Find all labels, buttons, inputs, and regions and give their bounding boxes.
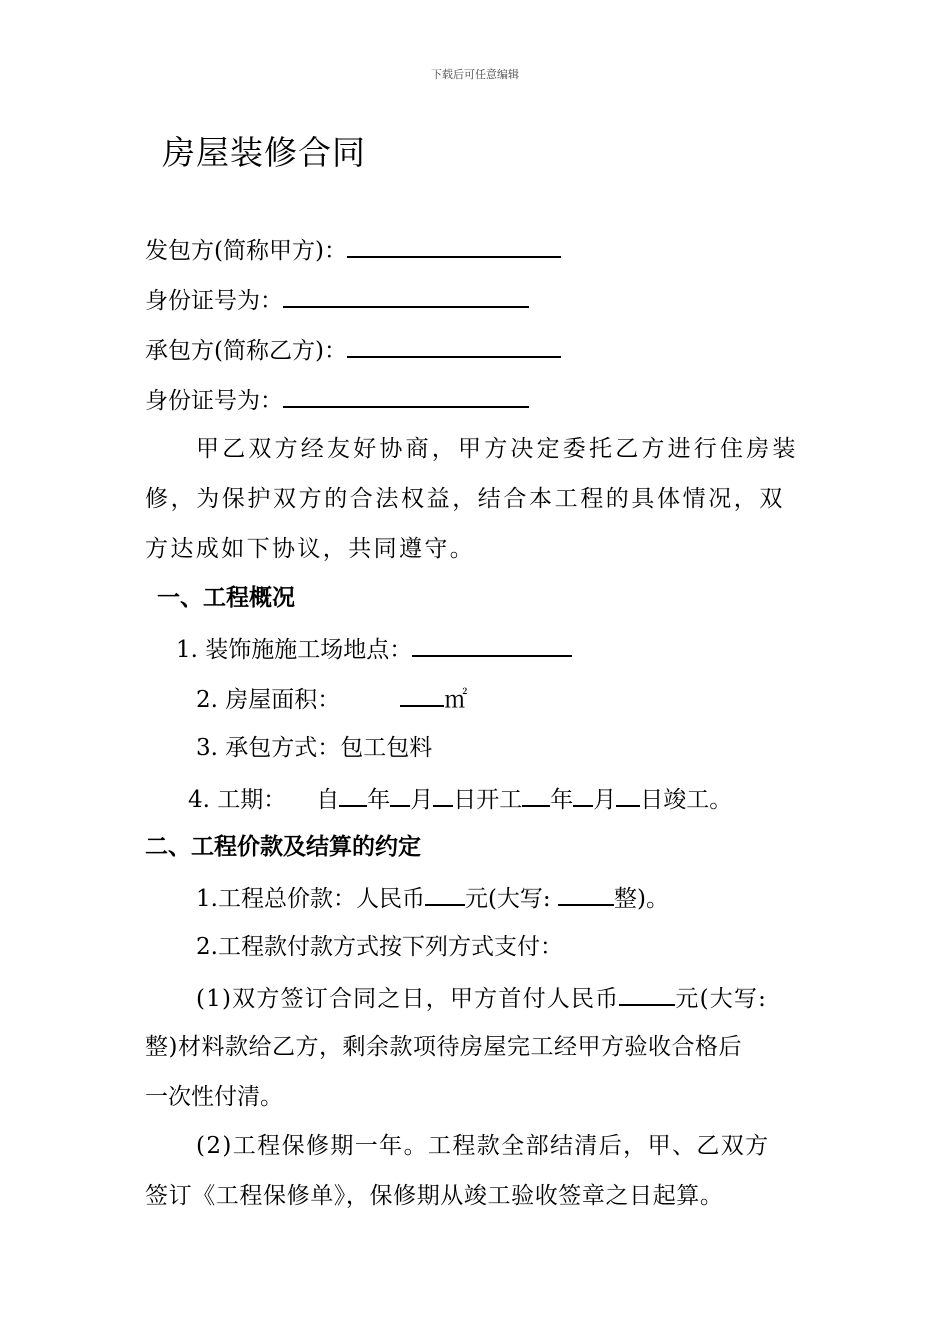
employer-id-field[interactable]: [283, 284, 529, 308]
total-price-words-label: 元(大写:: [464, 886, 558, 912]
start-year-field[interactable]: [339, 783, 367, 807]
area-unit: ㎡: [444, 687, 468, 713]
total-price-label: 1.工程总价款：人民币: [196, 886, 425, 912]
site-location-line: [176, 633, 572, 665]
employer-id-label: 身份证号为：: [145, 288, 283, 314]
payment-1-line-2: 整)材料款给乙方，剩余款项待房屋完工经甲方验收合格后: [145, 1034, 742, 1060]
contractor-id-field[interactable]: [283, 384, 529, 408]
total-price-line: [196, 882, 669, 914]
section1-heading: 一、工程概况: [157, 585, 295, 611]
intro-line-1: 甲乙双方经友好协商，甲方决定委托乙方进行住房装: [196, 436, 799, 462]
duration-year: 年: [367, 787, 391, 813]
employer-id-line: [145, 284, 529, 316]
section2-heading: 二、工程价款及结算的约定: [145, 834, 421, 860]
contract-method-line: 3. 承包方式：包工包料: [196, 735, 433, 761]
duration-label: 4. 工期：: [188, 787, 287, 813]
payment-1-line-3: 一次性付清。: [145, 1084, 283, 1110]
end-month-field[interactable]: [573, 783, 593, 807]
intro-line-3: 方达成如下协议，共同遵守。: [145, 536, 476, 562]
payment-1-line-1: [196, 982, 767, 1014]
area-label: 2. 房屋面积：: [196, 687, 341, 713]
start-day-field[interactable]: [433, 783, 453, 807]
page-title: 房屋装修合同: [162, 133, 366, 172]
end-year-field[interactable]: [522, 783, 550, 807]
header-note: 下载后可任意编辑: [431, 68, 519, 81]
warranty-line-2: 签订《工程保修单》，保修期从竣工验收签章之日起算。: [145, 1183, 724, 1209]
employer-label: 发包方(简称甲方)：: [145, 238, 347, 264]
site-location-label: 1. 装饰施施工场地点：: [176, 637, 413, 663]
duration-line: [188, 783, 732, 815]
site-location-field[interactable]: [412, 633, 572, 657]
contractor-name-field[interactable]: [347, 334, 561, 358]
contractor-id-line: [145, 384, 529, 416]
warranty-line-1: (2)工程保修期一年。工程款全部结清后，甲、乙双方: [196, 1133, 770, 1159]
area-field[interactable]: [400, 683, 444, 707]
intro-line-2: 修，为保护双方的合法权益，结合本工程的具体情况，双: [145, 486, 785, 512]
end-day-field[interactable]: [616, 783, 640, 807]
employer-name-field[interactable]: [347, 234, 561, 258]
payment-method-line: 2.工程款付款方式按下列方式支付：: [196, 934, 563, 960]
duration-year-2: 年: [550, 787, 574, 813]
area-line: [196, 683, 467, 715]
payment-1-words: 元(大写:: [675, 986, 768, 1012]
duration-end: 日竣工。: [640, 787, 733, 813]
payment-1-label: (1)双方签订合同之日，甲方首付人民币: [196, 986, 620, 1012]
start-month-field[interactable]: [390, 783, 410, 807]
duration-month-2: 月: [593, 787, 617, 813]
total-price-field[interactable]: [425, 882, 465, 906]
duration-from: 自: [316, 787, 340, 813]
contractor-label: 承包方(简称乙方)：: [145, 338, 347, 364]
duration-start: 日开工: [453, 787, 523, 813]
down-payment-field[interactable]: [619, 982, 675, 1006]
contractor-line: [145, 334, 561, 366]
total-price-words-field[interactable]: [558, 882, 614, 906]
contractor-id-label: 身份证号为：: [145, 388, 283, 414]
total-price-end: 整)。: [614, 886, 669, 912]
employer-line: [145, 234, 561, 266]
duration-month: 月: [410, 787, 434, 813]
